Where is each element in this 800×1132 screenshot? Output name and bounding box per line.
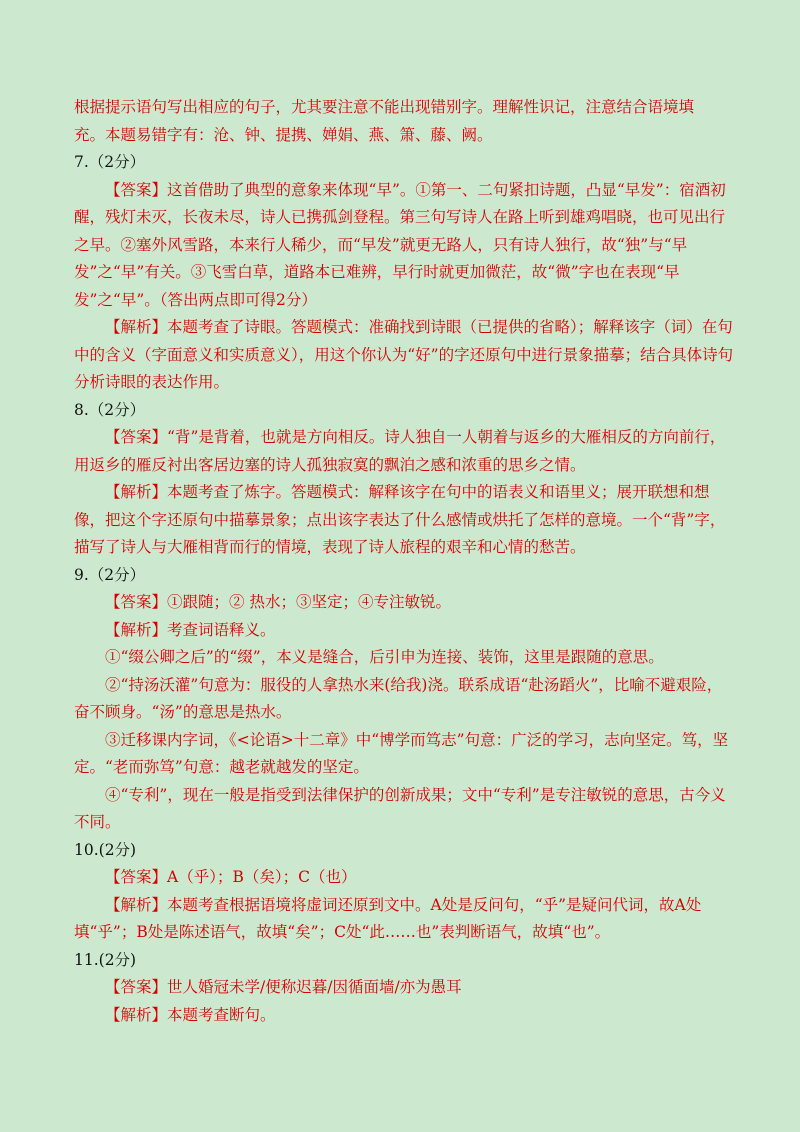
analysis-tag: 【解析】: [105, 318, 168, 336]
intro-paragraph: [74, 94, 736, 149]
answer-tag: 【答案】: [105, 868, 168, 886]
q7-analysis-text: 本题考查了诗眼。答题模式：准确找到诗眼（已提供的省略）；解释该字（词）在句中的含义（字面意义和实质意义），用这个你认为“好”的字还原句中进行景象描摹；结合具体诗句分析诗眼的表达作用。: [74, 318, 734, 391]
q10-answer: [74, 864, 736, 892]
analysis-tag: 【解析】: [105, 483, 168, 501]
q8-number: 8.（2分）: [74, 400, 146, 419]
q7-answer: [74, 177, 736, 315]
q10-analysis-text: 本题考查根据语境将虚词还原到文中。A处是反问句，“乎”是疑问代词，故A处填“乎”；B处是陈述语气，故填“矣”；C处“此……也”表判断语气，故填“也”。: [74, 895, 702, 941]
q11-number: 11.(2分): [74, 950, 137, 969]
document-body: [74, 94, 736, 1029]
q9-item-2: ②“持汤沃灌”句意为：服役的人拿热水来(给我)浇。联系成语“赴汤蹈火”，比喻不避艰险，奋不顾身。“汤”的意思是热水。: [74, 675, 723, 721]
intro-line-1: 根据提示语句写出相应的句子，尤其要注意不能出现错别字。理解性识记，注意结合语境填: [74, 98, 695, 116]
q8-analysis: [74, 479, 736, 562]
q9-answer: [74, 589, 736, 617]
analysis-tag: 【解析】: [105, 620, 168, 639]
q9-analysis-text: 考查词语释义。: [167, 620, 276, 639]
q9-item-4: ④“专利”，现在一般是指受到法律保护的创新成果；文中“专利”是专注敏锐的意思，古今义不同。: [74, 785, 726, 831]
q10-number: 10.(2分): [74, 840, 137, 859]
answer-tag: 【答案】: [105, 593, 168, 611]
q9-item-3: ③迁移课内字词，《<论语>十二章》中“博学而笃志”句意：广泛的学习，志向坚定。笃，坚定。“老而弥笃”句意：越老就越发的坚定。: [74, 730, 729, 776]
answer-tag: 【答案】: [105, 180, 168, 199]
q9-answer-text: ①跟随；② 热水；③坚定；④专注敏锐。: [167, 593, 451, 611]
q11-analysis-text: 本题考查断句。: [167, 1005, 276, 1024]
q11-answer-text: 世人婚冠未学/便称迟暮/因循面墙/亦为愚耳: [167, 978, 462, 996]
q8-analysis-text: 本题考查了炼字。答题模式：解释该字在句中的语表义和语里义；展开联想和想像，把这个字还原句中描摹景象；点出该字表达了什么感情或烘托了怎样的意境。一个“背”字，描写了诗人与大雁相背而行的情境，表现了诗人旅程的艰辛和心情的愁苦。: [74, 483, 726, 556]
answer-tag: 【答案】: [105, 428, 168, 446]
analysis-tag: 【解析】: [105, 1005, 168, 1024]
q10-answer-text: A（乎）；B（矣）；C（也）: [167, 868, 357, 886]
answer-tag: 【答案】: [105, 978, 168, 996]
q9-analysis: [74, 617, 736, 645]
q7-number: 7.（2分）: [74, 153, 146, 171]
q8-answer-text: “背”是背着，也就是方向相反。诗人独自一人朝着与返乡的大雁相反的方向前行，用返乡的雁反衬出客居边塞的诗人孤独寂寞的飘泊之感和浓重的思乡之情。: [74, 428, 726, 474]
q9-number: 9.（2分）: [74, 565, 146, 584]
q10-analysis: [74, 892, 736, 947]
analysis-tag: 【解析】: [105, 895, 168, 914]
intro-line-2: 充。本题易错字有：沧、钟、提携、婵娟、燕、箫、藤、阙。: [74, 125, 493, 144]
q11-analysis: [74, 1002, 736, 1030]
q7-analysis: [74, 314, 736, 397]
q11-answer: [74, 974, 736, 1002]
q8-answer: [74, 424, 736, 479]
q9-item-1: ①“缀公卿之后”的“缀”，本义是缝合，后引申为连接、装饰，这里是跟随的意思。: [105, 648, 664, 666]
q7-answer-text: 这首借助了典型的意象来体现“早”。①第一、二句紧扣诗题，凸显“早发”：宿酒初醒，残灯未灭，长夜未尽，诗人已携孤剑登程。第三句写诗人在路上听到雄鸡唱晓，也可见出行之早。②塞外风雪路，本来行人稀少，而“早发”就更无路人，只有诗人独行，故“独”与“早发”之“早”有关。③飞雪白草，道路本已难辨，早行时就更加微茫，故“微”字也在表现“早发”之“早”。（答出两点即可得2分）: [74, 180, 726, 309]
